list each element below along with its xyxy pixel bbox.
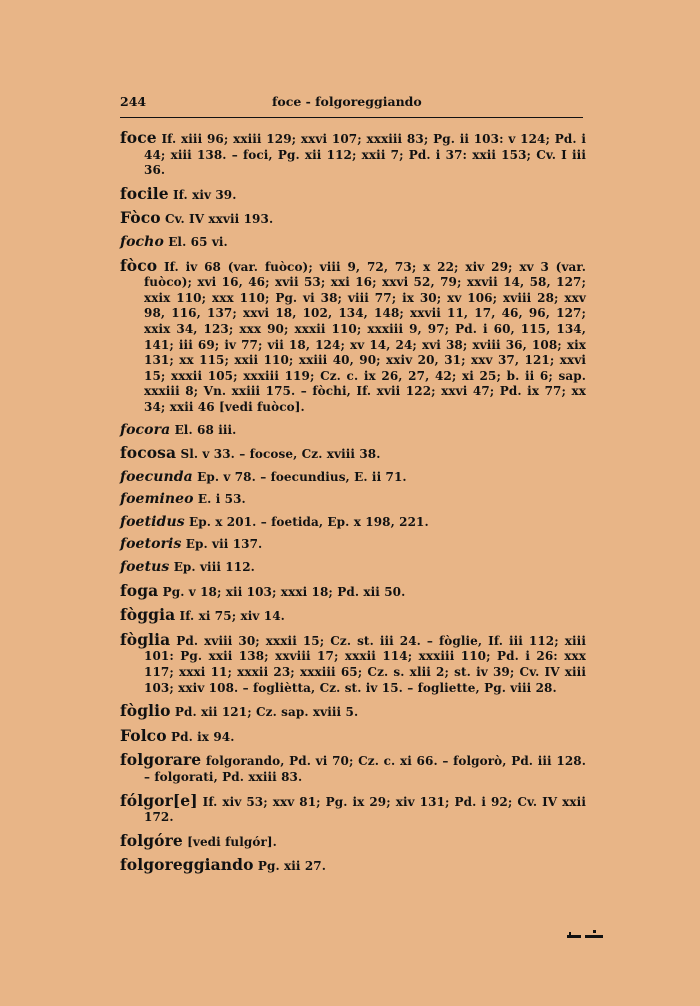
entry-text: Pg. xii 27.	[257, 859, 327, 874]
headword: folgóre	[120, 830, 183, 850]
entry-text: [vedi fulgór].	[187, 834, 277, 849]
headword: foetus	[120, 559, 170, 576]
headword: focora	[120, 421, 171, 438]
entry-folgore	[120, 790, 586, 826]
entry-text: If. xiv 53; xxv 81; Pg. ix 29; xiv 131; Pd. i 92; Cv. IV xxii 172.	[144, 794, 586, 825]
headword: focile	[120, 183, 169, 203]
entry-text: Ep. viii 112.	[173, 560, 255, 575]
entry-focile	[120, 183, 586, 204]
running-header	[120, 94, 582, 114]
printer-mark-ornament	[566, 928, 606, 942]
entry-list	[120, 130, 586, 882]
entry-text: If. xiv 39.	[172, 187, 237, 202]
headword: foce	[120, 128, 157, 147]
entry-text: If. xiii 96; xxiii 129; xxvi 107; xxxiii 83; Pg. ii 103: v 124; Pd. i 44; xiii 138. – foci, Pg. xii 112; xxii 7; Pd. i 37: xxii 153; Cv. I iii 36.	[144, 132, 587, 178]
entry-foga	[120, 580, 586, 601]
entry-text: Cv. IV xxvii 193.	[164, 212, 274, 227]
entry-foggia	[120, 607, 586, 625]
entry-text: If. iv 68 (var. fuòco); viii 9, 72, 73; x 22; xiv 29; xv 3 (var. fuòco); xvi 16, 46; xvii 53; xxi 16; xxvi 52, 79; xxvii 14, 58, 127; xxix 110; xxx 110; Pg. vi 38; viii 77; ix 30; xv 106; xviii 28; xxv 98, 116, 137; xxvi 18, 102, 134, 148; xxvii 11, 17, 46, 96, 127; xxix 34, 123; xxx 90; xxxii 110; xxxiii 9, 97; Pd. i 60, 115, 134, 141; iii 69; iv 77; vii 18, 124; xv 14, 24; xvi 38; xviii 36, 108; xix 131; xx 115; xxii 110; xxiii 40, 90; xxiv 20, 31; xxv 37, 121; xxvi 15; xxxii 105; xxxiii 119; Cz. c. ix 26, 27, 42; xi 25; b. ii 6; sap. xxxiii 8; Vn. xxiii 175. – fòchi, If. xvii 122; xxvi 47; Pd. ix 77; xx 34; xxii 46 [vedi fuòco].	[144, 259, 586, 414]
entry-text: Pd. xii 121; Cz. sap. xviii 5.	[174, 705, 359, 720]
entry-folgorare	[120, 752, 586, 785]
entry-text: Ep. v 78. – foecundius, E. ii 71.	[197, 469, 407, 484]
entry-text: Sl. v 33. – focose, Cz. xviii 38.	[180, 447, 381, 462]
headword: foga	[120, 580, 159, 600]
entry-foglia	[120, 629, 586, 696]
headword: fòggia	[120, 605, 176, 625]
headword: focosa	[120, 443, 177, 463]
entry-foetus	[120, 560, 586, 576]
entry-text: Pd. ix 94.	[170, 729, 235, 744]
entry-folco	[120, 725, 586, 746]
headword: foemineo	[120, 491, 194, 508]
headword: Fòco	[120, 208, 161, 228]
entry-foce	[120, 130, 586, 179]
running-title: foce - folgoreggiando	[272, 94, 422, 109]
entry-focosa	[120, 445, 586, 463]
entry-text: folgorando, Pd. vi 70; Cz. c. xi 66. – folgorò, Pd. iii 128. – folgorati, Pd. xxiii 83.	[144, 754, 586, 784]
headword: focho	[120, 233, 164, 250]
headword: folgorare	[120, 750, 202, 770]
entry-text: Ep. x 201. – foetida, Ep. x 198, 221.	[188, 514, 429, 529]
entry-text: El. 65 vi.	[168, 234, 228, 249]
headword: folgoreggiando	[120, 855, 254, 875]
entry-text: Pd. xviii 30; xxxii 15; Cz. st. iii 24. – fòglie, If. iii 112; xiii 101: Pg. xxii 138; xxviii 17; xxxii 114; xxxiii 110; Pd. i 26: xxx 117; xxxi 11; xxxii 23; xxxiii 65; Cz. s. xlii 2; st. iv 39; Cv. IV xiii 103; xxiv 108. – fogliètta, Cz. st. iv 15. – fogliette, Pg. viii 28.	[144, 633, 586, 695]
entry-folgore-accent	[120, 830, 586, 851]
headword: fòglio	[120, 701, 171, 721]
entry-foecunda	[120, 470, 586, 486]
headword: foetidus	[120, 513, 185, 530]
headword: fòco	[120, 255, 158, 275]
headword: foecunda	[120, 468, 193, 485]
headword: foetoris	[120, 536, 182, 553]
headword: Folco	[120, 725, 167, 745]
entry-text: E. i 53.	[197, 492, 246, 507]
entry-focho	[120, 235, 586, 251]
entry-focora	[120, 423, 586, 439]
entry-foetidus	[120, 515, 586, 531]
entry-folgoreggiando	[120, 857, 586, 875]
entry-foco	[120, 255, 586, 416]
headword: fòglia	[120, 629, 171, 649]
entry-text: El. 68 iii.	[174, 422, 237, 437]
entry-foco-proper	[120, 210, 586, 228]
entry-foemineo	[120, 492, 586, 508]
headword: fólgor[e]	[120, 790, 198, 810]
entry-text: Ep. vii 137.	[185, 537, 263, 552]
entry-foetoris	[120, 537, 586, 553]
header-rule	[120, 117, 583, 118]
entry-text: Pg. v 18; xii 103; xxxi 18; Pd. xii 50.	[162, 584, 406, 599]
entry-text: If. xi 75; xiv 14.	[179, 609, 285, 624]
entry-foglio	[120, 703, 586, 721]
page-number: 244	[120, 94, 147, 109]
